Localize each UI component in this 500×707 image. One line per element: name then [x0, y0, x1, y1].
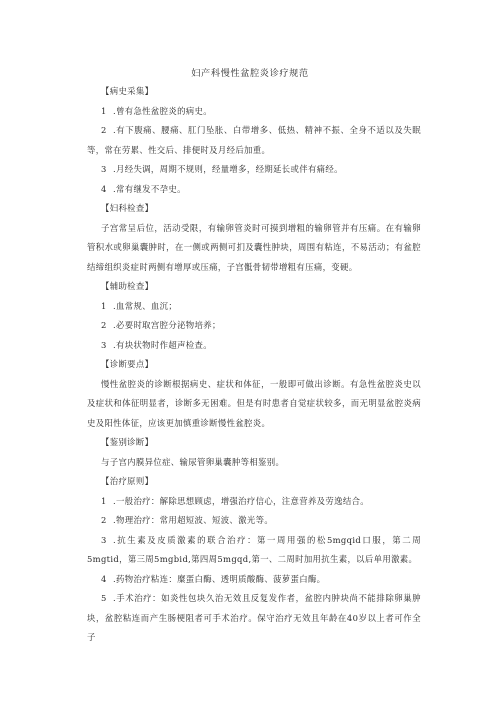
treatment-item [87, 511, 421, 531]
item-text: .有下腹痛、腰痛、肛门坠胀、白带增多、低热、精神不振、全身不适以及失眠等，常在劳累、性交后、排便时及月经后加重。 [87, 125, 421, 155]
history-item [87, 180, 421, 200]
item-number: 4 [101, 183, 107, 194]
aux-exam-item [87, 336, 421, 356]
item-number: 2 [101, 515, 107, 525]
item-text: .抗生素及皮质激素的联合治疗：第一周用强的松5mgqid口服，第二周5mgtid，第三周5mgbid,第四周5mgqd,第一、二周时加用抗生素，以后单用激素。 [87, 534, 421, 564]
item-text: .血常规、血沉； [113, 300, 178, 311]
item-number: 3 [101, 534, 107, 545]
history-item [87, 102, 421, 122]
section-heading-differential: 【鉴别诊断】 [101, 437, 154, 447]
history-item [87, 121, 421, 160]
item-text: .必要时取宫腔分泌物培养； [113, 320, 221, 330]
item-number: 2 [101, 320, 107, 330]
treatment-item [87, 570, 421, 590]
document-body [87, 82, 421, 648]
item-number: 1 [101, 300, 107, 311]
item-text: .常有继发不孕史。 [113, 183, 186, 194]
item-text: .月经失调，周期不规则，经量增多，经期延长或伴有痛经。 [113, 164, 343, 174]
treatment-item [87, 531, 421, 570]
section-heading-aux-exam: 【辅助检查】 [101, 281, 154, 291]
item-number: 4 [101, 573, 107, 584]
item-number: 3 [101, 339, 107, 350]
section-heading-treatment: 【治疗原则】 [101, 476, 154, 486]
item-text: .曾有急性盆腔炎的病史。 [113, 105, 212, 116]
aux-exam-item [87, 316, 421, 336]
gyn-exam-paragraph: 子宫常呈后位，活动受限，有输卵管炎时可摸到增粗的输卵管并有压痛。在有输卵管积水或卵巢囊肿时，在一侧或两侧可扪及囊性肿块，周围有粘连，不易活动；有盆腔结缔组织炎症时两侧有增厚或压痛，子宫骶骨韧带增粗有压痛，变硬。 [87, 222, 421, 272]
history-item [87, 160, 421, 180]
diagnosis-paragraph: 慢性盆腔炎的诊断根据病史、症状和体征，一般即可做出诊断。有急性盆腔炎史以及症状和体征明显者，诊断多无困难。但是有时患者自觉症状较多，而无明显盆腔炎病史及阳性体征，应该更加慎重诊断慢性盆腔炎。 [87, 378, 421, 428]
differential-paragraph: 与子宫内膜异位症、输尿管卵巢囊肿等相鉴别。 [101, 456, 285, 467]
aux-exam-item [87, 297, 421, 317]
item-number: 5 [101, 593, 107, 603]
section-heading-history: 【病史采集】 [101, 86, 154, 96]
item-text: .物理治疗：常用超短波、短波、激光等。 [113, 515, 274, 525]
item-text: .药物治疗粘连：糜蛋白酶、透明质酸酶、菠萝蛋白酶。 [113, 573, 326, 584]
treatment-item [87, 492, 421, 512]
item-text: .手术治疗：如炎性包块久治无效且反复发作者，盆腔内肿块尚不能排除卵巢肿块，盆腔粘连而产生肠梗阻者可手术治疗。保守治疗无效且年龄在40岁以上者可作全子 [87, 593, 421, 642]
item-text: .有块状物时作超声检查。 [113, 339, 212, 350]
section-heading-gyn-exam: 【妇科检查】 [101, 203, 154, 213]
item-number: 2 [101, 125, 107, 135]
treatment-item [87, 589, 421, 648]
section-heading-diagnosis: 【诊断要点】 [101, 359, 154, 369]
document-title: 妇产科慢性盆腔炎诊疗规范 [191, 68, 309, 79]
item-number: 1 [101, 105, 107, 116]
item-number: 3 [101, 164, 107, 174]
item-text: .一般治疗：解除思想顾虑，增强治疗信心，注意营养及劳逸结合。 [113, 495, 370, 506]
item-number: 1 [101, 495, 107, 506]
